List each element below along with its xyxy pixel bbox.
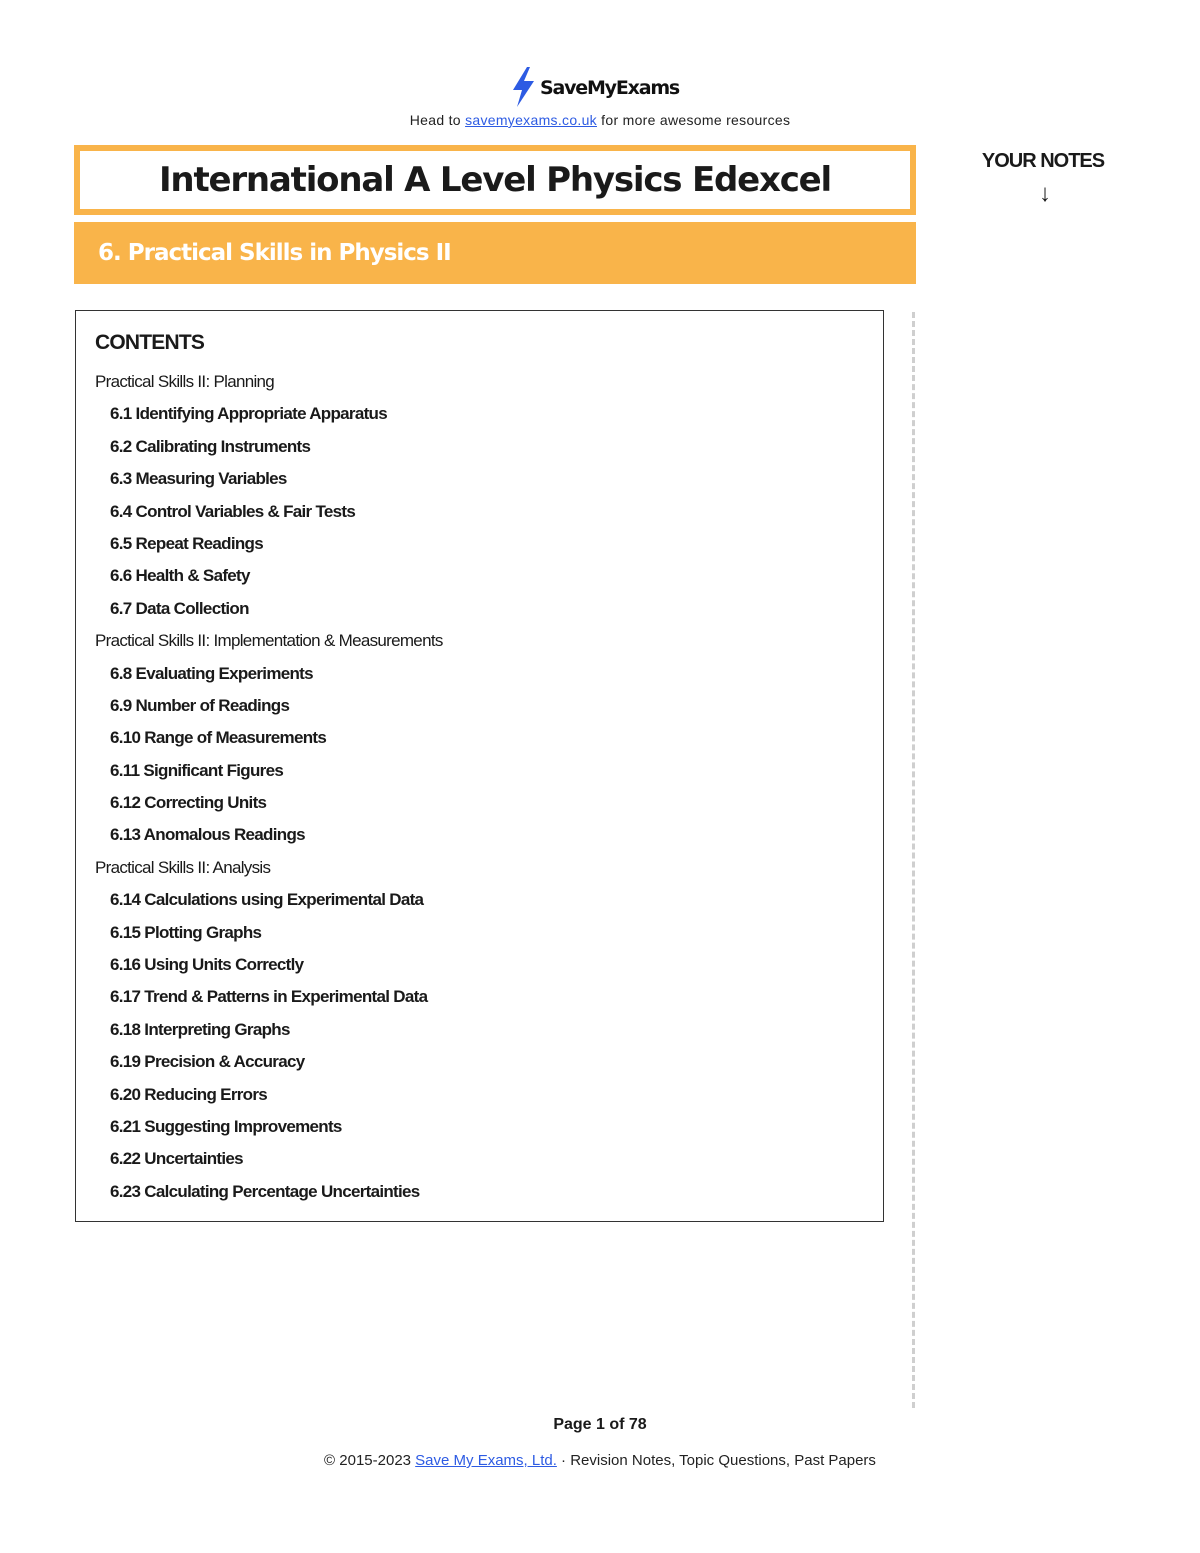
copyright-prefix: © 2015-2023: [324, 1452, 416, 1469]
tagline-prefix: Head to: [409, 112, 466, 128]
title-box: [74, 145, 916, 215]
toc-item[interactable]: 6.20 Reducing Errors: [110, 1084, 268, 1104]
toc-item[interactable]: 6.13 Anomalous Readings: [110, 825, 305, 845]
toc-item[interactable]: 6.8 Evaluating Experiments: [110, 663, 313, 683]
copyright-suffix: · Revision Notes, Topic Questions, Past Papers: [556, 1452, 876, 1469]
toc-item[interactable]: 6.16 Using Units Correctly: [110, 955, 304, 975]
toc-item[interactable]: 6.23 Calculating Percentage Uncertainties: [110, 1181, 420, 1201]
toc-item[interactable]: 6.9 Number of Readings: [110, 695, 290, 715]
down-arrow-icon: ↓: [1039, 180, 1051, 207]
toc-item[interactable]: 6.21 Suggesting Improvements: [110, 1116, 342, 1136]
page-title: International A Level Physics Edexcel: [158, 160, 831, 200]
toc-item[interactable]: 6.3 Measuring Variables: [110, 469, 287, 489]
lightning-bolt-icon: [508, 66, 538, 108]
toc-item[interactable]: 6.6 Health & Safety: [110, 566, 250, 586]
toc-item[interactable]: 6.11 Significant Figures: [110, 760, 284, 780]
toc-item[interactable]: 6.1 Identifying Appropriate Apparatus: [110, 404, 387, 424]
section-banner: [74, 222, 916, 284]
toc-group-title[interactable]: Practical Skills II: Implementation & Measurements: [95, 631, 443, 651]
toc-item[interactable]: 6.5 Repeat Readings: [110, 533, 263, 553]
section-title: 6. Practical Skills in Physics II: [98, 240, 451, 266]
page-number: Page 1 of 78: [553, 1416, 647, 1433]
toc-item[interactable]: 6.17 Trend & Patterns in Experimental Data: [110, 987, 428, 1007]
contents-heading: CONTENTS: [95, 331, 205, 354]
toc-group-title[interactable]: Practical Skills II: Analysis: [95, 857, 271, 877]
toc-item[interactable]: 6.10 Range of Measurements: [110, 728, 327, 748]
toc-item[interactable]: 6.2 Calibrating Instruments: [110, 436, 311, 456]
tagline: [0, 112, 1200, 128]
toc-item[interactable]: 6.4 Control Variables & Fair Tests: [110, 501, 356, 521]
notes-divider: [912, 312, 915, 1408]
toc-group-title[interactable]: Practical Skills II: Planning: [95, 372, 275, 391]
logo-text: SaveMyExams: [540, 77, 680, 99]
toc-item[interactable]: 6.18 Interpreting Graphs: [110, 1019, 290, 1039]
company-link[interactable]: Save My Exams, Ltd.: [415, 1452, 557, 1469]
website-link[interactable]: savemyexams.co.uk: [465, 112, 597, 128]
toc-item[interactable]: 6.19 Precision & Accuracy: [110, 1052, 305, 1072]
logo[interactable]: [508, 66, 679, 108]
toc-item[interactable]: 6.12 Correcting Units: [110, 793, 267, 813]
your-notes-label: YOUR NOTES: [981, 150, 1105, 172]
contents-box: [75, 310, 884, 1222]
footer: [0, 1452, 1200, 1469]
toc-item[interactable]: 6.15 Plotting Graphs: [110, 922, 262, 942]
toc-item[interactable]: 6.14 Calculations using Experimental Data: [110, 890, 424, 910]
tagline-suffix: for more awesome resources: [596, 112, 791, 128]
table-of-contents: [95, 366, 443, 1208]
toc-item[interactable]: 6.22 Uncertainties: [110, 1149, 243, 1169]
toc-item[interactable]: 6.7 Data Collection: [110, 598, 249, 618]
